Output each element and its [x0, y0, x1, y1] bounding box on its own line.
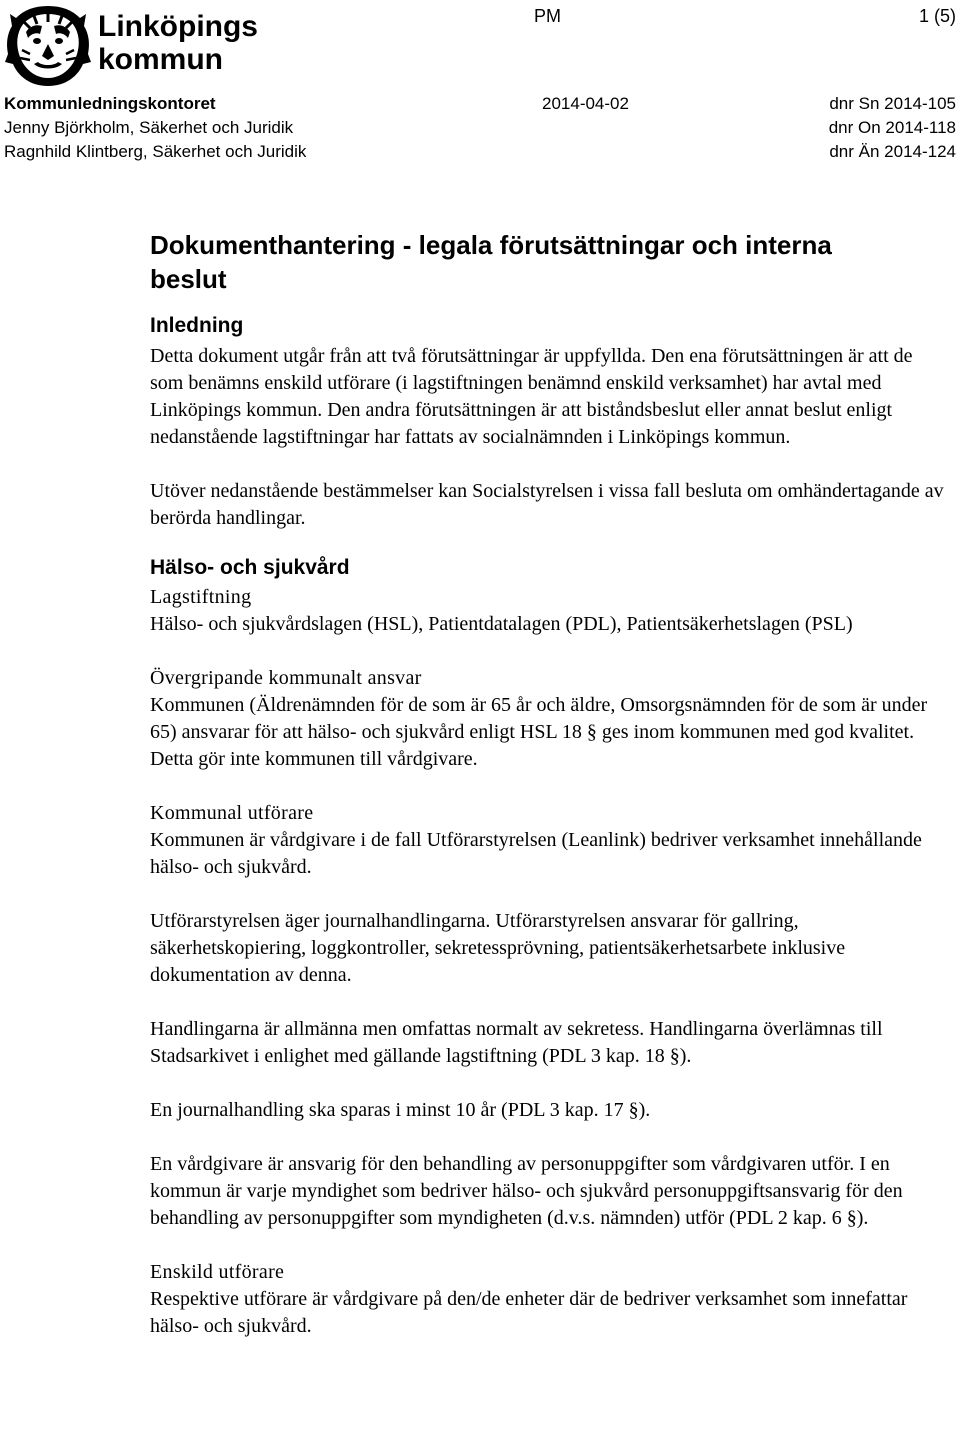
page-number: 1 (5): [918, 6, 956, 26]
header-authors: [4, 92, 306, 164]
organization-name: Kommunledningskontoret: [4, 94, 216, 113]
reference-numbers: [829, 92, 956, 164]
municipal-provider-text: Kommunen är vårdgivare i de fall Utförarstyrelsen (Leanlink) bedriver verksamhet innehållande hälso- och sjukvård.: [150, 829, 922, 878]
data-controller-text: En vårdgivare är ansvarig för den behandling av personuppgifter som vårdgivaren utför. I en kommun är varje myndighet som bedriver hälso- och sjukvård personuppgiftsansvarig för den behandling av personuppgifter som myndigheten (d.v.s. nämnden) utför (PDL 2 kap. 6 §).: [150, 1153, 903, 1229]
intro-paragraph-1: Detta dokument utgår från att två förutsättningar är uppfyllda. Den ena förutsättningen är att de som benämns enskild utförare (i lagstiftningen benämnd enskild verksamhet) har avtal med Linköpings kommun. Den andra förutsättningen är att biståndsbeslut eller annat beslut enligt nedanstående lagstiftningar har fattats av socialnämnden i Linköpings kommun.: [150, 345, 913, 448]
author-1: Jenny Björkholm, Säkerhet och Juridik: [4, 118, 294, 137]
subheading-legislation: Lagstiftning: [150, 586, 252, 608]
document-body: [150, 228, 950, 1340]
intro-paragraph-2: Utöver nedanstående bestämmelser kan Socialstyrelsen i vissa fall besluta om omhändertagande av berörda handlingar.: [150, 480, 944, 529]
subheading-private-provider: Enskild utförare: [150, 1261, 285, 1283]
subheading-overall-responsibility: Övergripande kommunalt ansvar: [150, 667, 422, 689]
overall-responsibility-text: Kommunen (Äldrenämnden för de som är 65 år och äldre, Omsorgsnämnden för de som är under 65) ansvarar för att hälso- och sjukvård enligt HSL 18 § ges inom kommunen med god kvalitet. Detta gör inte kommunen till vårdgivare.: [150, 694, 928, 770]
private-provider-text: Respektive utförare är vårdgivare på den/de enheter där de bedriver verksamhet som innefattar hälso- och sjukvård.: [150, 1288, 908, 1337]
section-heading-health: Hälso- och sjukvård: [150, 556, 350, 579]
public-records-text: Handlingarna är allmänna men omfattas normalt av sekretess. Handlingarna överlämnas till Stadsarkivet i enlighet med gällande lagstiftning (PDL 3 kap. 18 §).: [150, 1018, 883, 1067]
logo-wordmark: [98, 10, 258, 76]
linkoping-lion-logo-icon: [4, 4, 92, 88]
document-date: 2014-04-02: [542, 94, 629, 113]
reference-1: dnr Sn 2014-105: [829, 94, 956, 113]
reference-2: dnr On 2014-118: [828, 118, 956, 137]
subheading-municipal-provider: Kommunal utförare: [150, 802, 314, 824]
journal-ownership-text: Utförarstyrelsen äger journalhandlingarna. Utförarstyrelsen ansvarar för gallring, säkerhetskopiering, loggkontroller, sekretessprövning, patientsäkerhetsarbete inklusive dokumentation av denna.: [150, 910, 846, 986]
reference-3: dnr Än 2014-124: [829, 142, 956, 161]
author-2: Ragnhild Klintberg, Säkerhet och Juridik: [4, 142, 307, 161]
document-type: PM: [534, 6, 561, 26]
logo-line-1: Linköpings: [98, 10, 258, 43]
document-title: Dokumenthantering - legala förutsättningar och interna beslut: [150, 230, 832, 294]
legislation-text: Hälso- och sjukvårdslagen (HSL), Patientdatalagen (PDL), Patientsäkerhetslagen (PSL): [150, 613, 853, 635]
retention-text: En journalhandling ska sparas i minst 10 år (PDL 3 kap. 17 §).: [150, 1099, 651, 1121]
section-heading-intro: Inledning: [150, 314, 244, 337]
logo-line-2: kommun: [98, 43, 224, 76]
